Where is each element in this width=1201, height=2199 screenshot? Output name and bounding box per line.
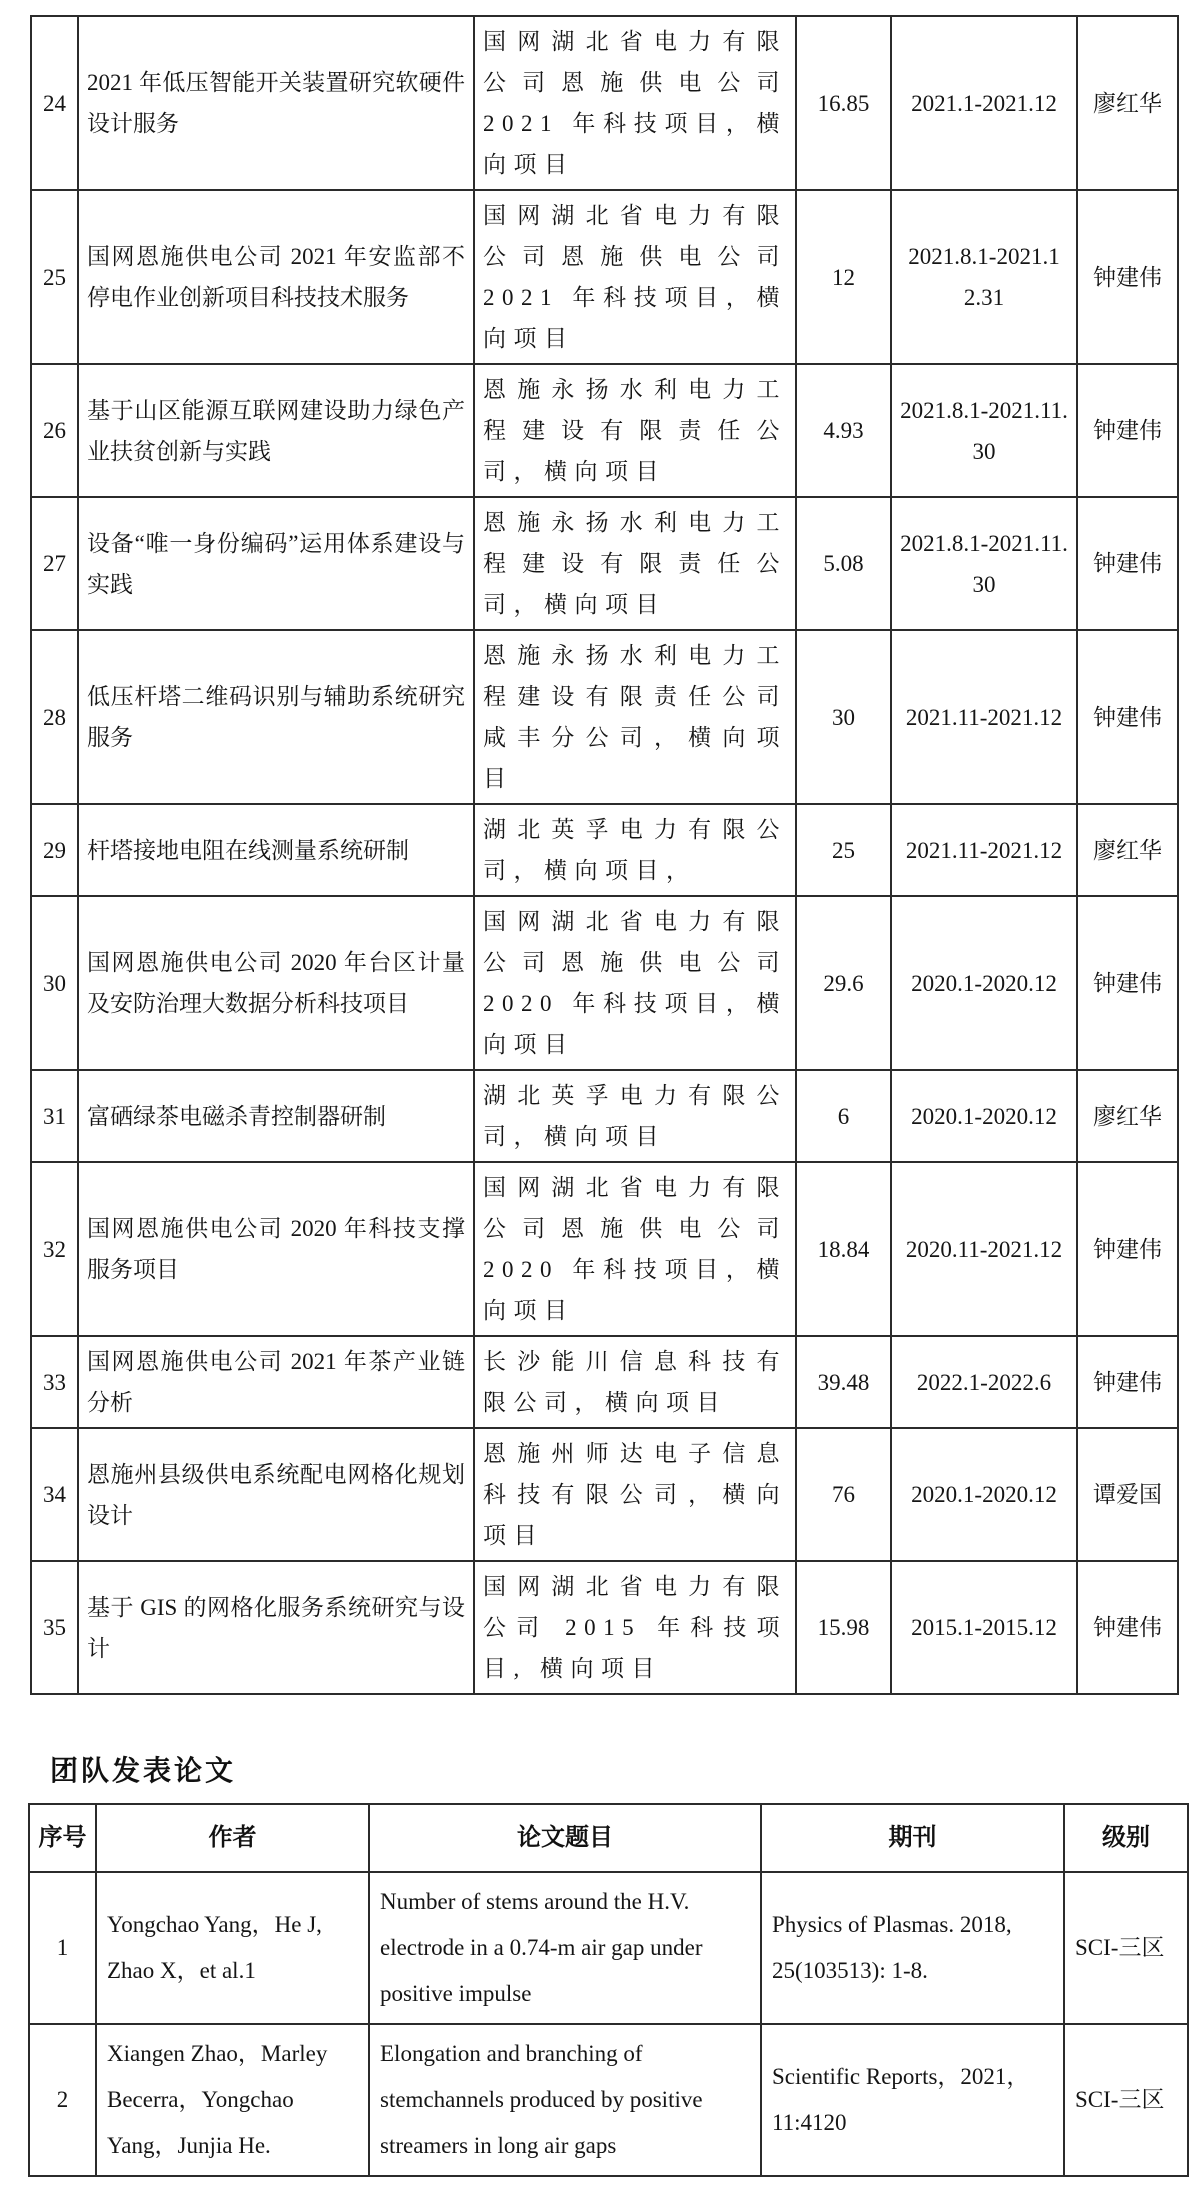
projects-table [30,15,1179,1695]
papers-header-journal: 期刊 [761,1804,1064,1872]
paper-journal-cell: Physics of Plasmas. 2018, 25(103513): 1-8. [761,1872,1064,2024]
paper-authors-cell: Yongchao Yang，He J, Zhao X，et al.1 [96,1872,369,2024]
project-amount-cell: 15.98 [796,1561,891,1694]
project-leader-cell: 钟建伟 [1077,1162,1178,1336]
paper-level-cell: SCI-三区 [1064,2024,1188,2176]
papers-header-title: 论文题目 [369,1804,761,1872]
project-leader-cell: 廖红华 [1077,804,1178,896]
project-source-cell: 国网湖北省电力有限公司 2015 年科技项目, 横向项目 [474,1561,796,1694]
project-amount-cell: 5.08 [796,497,891,630]
project-leader-cell: 钟建伟 [1077,1561,1178,1694]
project-leader-cell: 钟建伟 [1077,630,1178,804]
project-row [31,190,1178,364]
papers-table-body [29,1872,1188,2176]
project-amount-cell: 6 [796,1070,891,1162]
project-row [31,804,1178,896]
project-seq-cell: 32 [31,1162,78,1336]
project-name-cell: 富硒绿茶电磁杀青控制器研制 [78,1070,474,1162]
projects-table-body [31,16,1178,1694]
project-seq-cell: 28 [31,630,78,804]
project-amount-cell: 4.93 [796,364,891,497]
project-period-cell: 2021.1-2021.12 [891,16,1077,190]
project-name-cell: 国网恩施供电公司 2020 年台区计量及安防治理大数据分析科技项目 [78,896,474,1070]
project-row [31,1561,1178,1694]
project-seq-cell: 29 [31,804,78,896]
project-seq-cell: 24 [31,16,78,190]
paper-row [29,2024,1188,2176]
project-row [31,364,1178,497]
project-period-cell: 2021.8.1-2021.11.30 [891,497,1077,630]
project-name-cell: 杆塔接地电阻在线测量系统研制 [78,804,474,896]
project-seq-cell: 31 [31,1070,78,1162]
project-name-cell: 基于山区能源互联网建设助力绿色产业扶贫创新与实践 [78,364,474,497]
project-name-cell: 2021 年低压智能开关装置研究软硬件设计服务 [78,16,474,190]
papers-header-seq: 序号 [29,1804,96,1872]
project-period-cell: 2020.1-2020.12 [891,896,1077,1070]
project-leader-cell: 钟建伟 [1077,190,1178,364]
section-title: 团队发表论文 [50,1756,237,1787]
project-row [31,497,1178,630]
project-seq-cell: 25 [31,190,78,364]
paper-title-cell: Elongation and branching of stemchannels produced by positive streamers in long air gaps [369,2024,761,2176]
project-name-cell: 低压杆塔二维码识别与辅助系统研究服务 [78,630,474,804]
papers-header-row [29,1804,1188,1872]
project-period-cell: 2015.1-2015.12 [891,1561,1077,1694]
papers-header-level: 级别 [1064,1804,1188,1872]
project-leader-cell: 钟建伟 [1077,896,1178,1070]
project-leader-cell: 廖红华 [1077,16,1178,190]
project-name-cell: 基于 GIS 的网格化服务系统研究与设计 [78,1561,474,1694]
project-seq-cell: 30 [31,896,78,1070]
project-period-cell: 2021.8.1-2021.12.31 [891,190,1077,364]
project-period-cell: 2020.1-2020.12 [891,1070,1077,1162]
project-seq-cell: 27 [31,497,78,630]
project-source-cell: 恩施永扬水利电力工程建设有限责任公司，横向项目 [474,497,796,630]
project-source-cell: 湖北英孚电力有限公司，横向项目 [474,1070,796,1162]
project-source-cell: 国网湖北省电力有限公司恩施供电公司 2020 年科技项目，横向项目 [474,1162,796,1336]
project-amount-cell: 25 [796,804,891,896]
project-name-cell: 国网恩施供电公司 2021 年茶产业链分析 [78,1336,474,1428]
project-source-cell: 国网湖北省电力有限公司恩施供电公司 2021 年科技项目，横向项目 [474,16,796,190]
project-leader-cell: 钟建伟 [1077,364,1178,497]
project-source-cell: 湖北英孚电力有限公司，横向项目， [474,804,796,896]
project-period-cell: 2021.11-2021.12 [891,804,1077,896]
project-name-cell: 恩施州县级供电系统配电网格化规划设计 [78,1428,474,1561]
project-period-cell: 2021.11-2021.12 [891,630,1077,804]
project-amount-cell: 18.84 [796,1162,891,1336]
paper-level-cell: SCI-三区 [1064,1872,1188,2024]
project-amount-cell: 39.48 [796,1336,891,1428]
project-seq-cell: 35 [31,1561,78,1694]
project-source-cell: 国网湖北省电力有限公司恩施供电公司 2021 年科技项目，横向项目 [474,190,796,364]
project-amount-cell: 30 [796,630,891,804]
project-row [31,1162,1178,1336]
project-period-cell: 2022.1-2022.6 [891,1336,1077,1428]
project-row [31,1428,1178,1561]
project-leader-cell: 钟建伟 [1077,1336,1178,1428]
project-leader-cell: 廖红华 [1077,1070,1178,1162]
project-amount-cell: 12 [796,190,891,364]
project-amount-cell: 76 [796,1428,891,1561]
project-source-cell: 恩施永扬水利电力工程建设有限责任公司咸丰分公司，横向项目 [474,630,796,804]
paper-seq-cell: 2 [29,2024,96,2176]
project-amount-cell: 16.85 [796,16,891,190]
paper-title-cell: Number of stems around the H.V. electrode in a 0.74-m air gap under positive impulse [369,1872,761,2024]
project-name-cell: 国网恩施供电公司 2020 年科技支撑服务项目 [78,1162,474,1336]
paper-row [29,1872,1188,2024]
project-row [31,16,1178,190]
project-source-cell: 长沙能川信息科技有限公司，横向项目 [474,1336,796,1428]
project-source-cell: 国网湖北省电力有限公司恩施供电公司 2020 年科技项目，横向项目 [474,896,796,1070]
project-source-cell: 恩施州师达电子信息科技有限公司，横向项目 [474,1428,796,1561]
papers-header-authors: 作者 [96,1804,369,1872]
project-period-cell: 2021.8.1-2021.11.30 [891,364,1077,497]
papers-table [28,1803,1189,2177]
project-name-cell: 设备“唯一身份编码”运用体系建设与实践 [78,497,474,630]
paper-seq-cell: 1 [29,1872,96,2024]
project-leader-cell: 钟建伟 [1077,497,1178,630]
project-seq-cell: 26 [31,364,78,497]
project-name-cell: 国网恩施供电公司 2021 年安监部不停电作业创新项目科技技术服务 [78,190,474,364]
project-period-cell: 2020.1-2020.12 [891,1428,1077,1561]
project-amount-cell: 29.6 [796,896,891,1070]
paper-journal-cell: Scientific Reports，2021，11:4120 [761,2024,1064,2176]
project-period-cell: 2020.11-2021.12 [891,1162,1077,1336]
project-seq-cell: 33 [31,1336,78,1428]
project-source-cell: 恩施永扬水利电力工程建设有限责任公司，横向项目 [474,364,796,497]
project-seq-cell: 34 [31,1428,78,1561]
project-row [31,1070,1178,1162]
project-row [31,896,1178,1070]
project-leader-cell: 谭爱国 [1077,1428,1178,1561]
project-row [31,1336,1178,1428]
paper-authors-cell: Xiangen Zhao，Marley Becerra，Yongchao Yang，Junjia He. [96,2024,369,2176]
project-row [31,630,1178,804]
